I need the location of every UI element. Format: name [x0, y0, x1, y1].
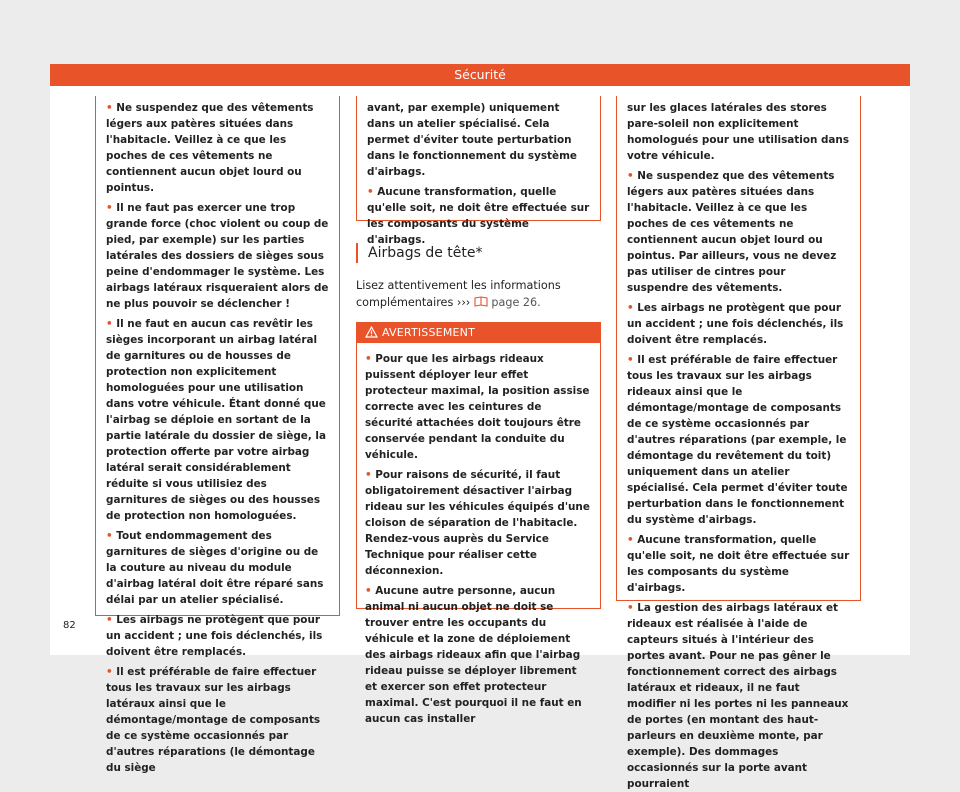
- bullet-icon: •: [106, 666, 117, 678]
- section-header: Sécurité: [50, 64, 910, 86]
- list-item: • Aucune autre personne, aucun animal ni aucun objet ne doit se trouver entre les occupants du véhicule et la zone de déploiement des airbags rideaux afin que l'airbag rideau puisse se déployer librement et exercer son effet protecteur maximal. C'est pourquoi il ne faut en aucun cas installer: [365, 585, 582, 726]
- bullet-icon: •: [106, 202, 117, 214]
- bullet-icon: •: [106, 318, 117, 330]
- bullet-icon: •: [365, 469, 376, 482]
- bullet-icon: •: [627, 302, 638, 314]
- bullet-icon: •: [365, 585, 376, 598]
- warning-box: [356, 322, 601, 726]
- warning-continuation: [356, 96, 601, 246]
- bullet-icon: •: [106, 530, 117, 542]
- list-item: • Aucune transformation, quelle qu'elle soit, ne doit être effectuée sur les composants du système d'airbags.: [627, 534, 850, 594]
- bullet-icon: •: [627, 602, 638, 614]
- warning-header: AVERTISSEMENT: [357, 323, 600, 343]
- list-item: • Il est préférable de faire effectuer tous les travaux sur les airbags rideaux ainsi que le démontage/montage de composants de ce système occasionnés par d'autres réparations (par exemple, le démontage du revêtement du toit) uniquement dans un atelier spécialisé. Cela permet d'éviter toute perturbation dans le fonctionnement du système d'airbags.: [627, 354, 848, 526]
- list-item: • Ne suspendez que des vêtements légers aux patères situées dans l'habitacle. Veillez à ce que les poches de ces vêtements ne contiennent aucun objet lourd ou pointus. Par ailleurs, vous ne devez pas utiliser de cintres pour suspendre des vêtements.: [627, 170, 837, 294]
- column-middle: [356, 96, 601, 726]
- list-item: • Pour que les airbags rideaux puissent déployer leur effet protecteur maximal, la position assise correcte avec les ceintures de sécurité attachées doit toujours être conservée pendant la conduite du véhicule.: [365, 353, 590, 462]
- list-item: • Il ne faut en aucun cas revêtir les sièges incorporant un airbag latéral de garnitures ou de housses de protection non explicitement homologuées pour une utilisation dans votre véhicule. Étant donné que l'airbag se déploie en sortant de la partie latérale du dossier de siège, la protection offerte par votre airbag latéral serait considérablement réduite si vous utilisiez des garnitures de sièges ou des housses de protection non homologuées.: [106, 318, 326, 522]
- section-title: Airbags de tête*: [356, 243, 601, 263]
- bullet-icon: •: [627, 354, 638, 366]
- bullet-icon: •: [106, 102, 117, 114]
- bullet-icon: •: [627, 534, 638, 546]
- list-item: • Les airbags ne protègent que pour un accident ; une fois déclenchés, ils doivent être remplacés.: [627, 302, 844, 346]
- list-item: • Tout endommagement des garnitures de sièges d'origine ou de la couture au niveau du module d'airbag latéral doit être réparé sans délai par un atelier spécialisé.: [106, 530, 324, 606]
- list-item: • Ne suspendez que des vêtements légers aux patères situées dans l'habitacle. Veillez à ce que les poches de ces vêtements ne contiennent aucun objet lourd ou pointus.: [106, 102, 314, 194]
- page-reference-link[interactable]: page 26.: [491, 296, 541, 309]
- bullet-icon: •: [365, 353, 376, 366]
- list-item: • Il est préférable de faire effectuer tous les travaux sur les airbags latéraux ainsi que le démontage/montage de composants de ce système occasionnés par d'autres réparations (le démontage du siège: [106, 666, 321, 774]
- page-number: 82: [63, 620, 76, 631]
- list-item: • Il ne faut pas exercer une trop grande force (choc violent ou coup de pied, par exemple) sur les parties latérales des dossiers de sièges sous peine d'endommager le système. Les airbags latéraux risqueraient alors de ne plus pouvoir se déclencher !: [106, 202, 329, 310]
- continued-text: avant, par exemple) uniquement dans un atelier spécialisé. Cela permet d'éviter toute perturbation dans le fonctionnement du système d'airbags.: [367, 102, 577, 178]
- list-item: • Les airbags ne protègent que pour un accident ; une fois déclenchés, ils doivent être remplacés.: [106, 614, 323, 658]
- column-left: [95, 96, 340, 774]
- list-item: • La gestion des airbags latéraux et rideaux est réalisée à l'aide de capteurs situés à l'intérieur des portes avant. Pour ne pas gêner le fonctionnement correct des airbags latéraux et rideaux, il ne faut modifier ni les portes ni les panneaux de portes (en montant des haut-parleurs en deuxième monte, par exemple). Des dommages occasionnés sur la porte avant pourraient: [627, 602, 849, 790]
- bullet-icon: •: [106, 614, 117, 626]
- bullet-icon: •: [627, 170, 638, 182]
- warning-body: [357, 343, 600, 735]
- column-right: [616, 96, 861, 790]
- book-icon: [474, 295, 488, 306]
- warning-triangle-icon: [365, 325, 378, 345]
- list-item: • Aucune transformation, quelle qu'elle soit, ne doit être effectuée sur les composants du système d'airbags.: [367, 186, 590, 246]
- bullet-icon: •: [367, 186, 378, 198]
- continued-text: sur les glaces latérales des stores pare-soleil non explicitement homologués pour une utilisation dans votre véhicule.: [627, 102, 850, 162]
- intro-text: Lisez attentivement les informations complémentaires ››› page 26.: [356, 279, 561, 309]
- list-item: • Pour raisons de sécurité, il faut obligatoirement désactiver l'airbag rideau sur les véhicules équipés d'une cloison de séparation de l'habitacle. Rendez-vous auprès du Service Technique pour réaliser cette déconnexion.: [365, 469, 590, 578]
